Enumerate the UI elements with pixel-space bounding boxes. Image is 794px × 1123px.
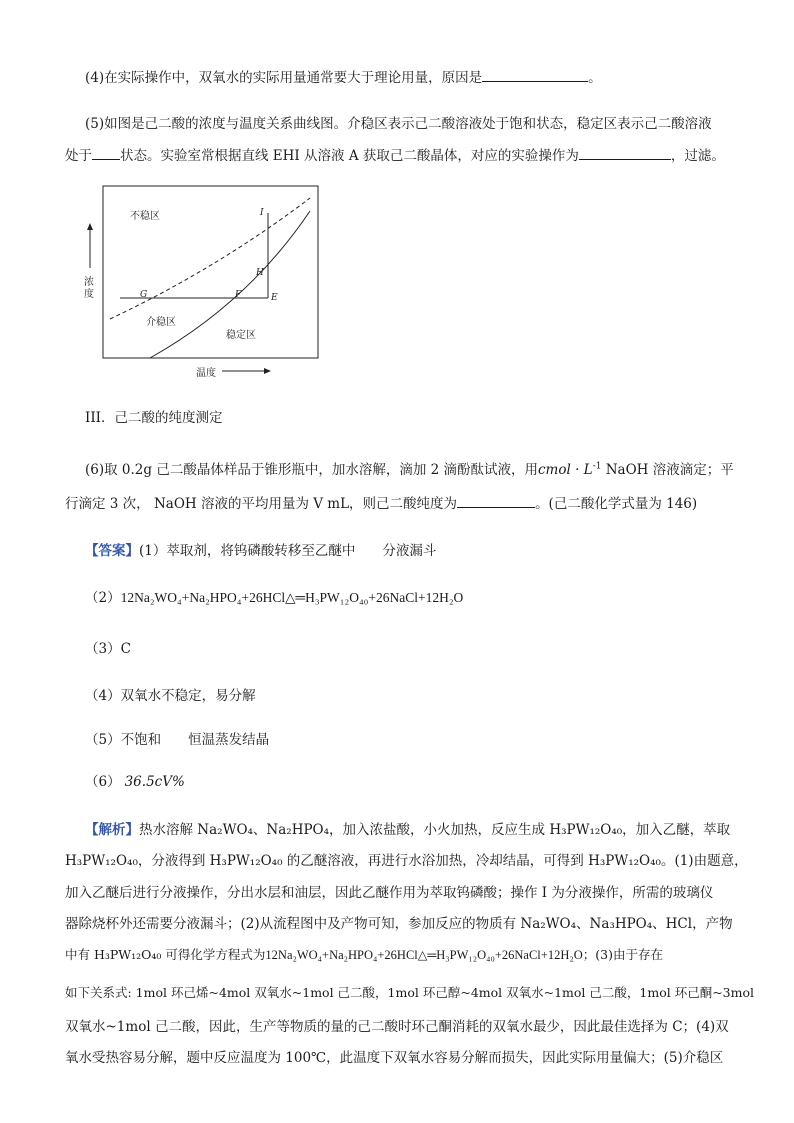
analysis-line-2: H₃PW₁₂O₄₀，分液得到 H₃PW₁₂O₄₀ 的乙醚溶液，再进行水浴加热，冷却结晶，可得到 H₃PW₁₂O₄₀。(1)由题意， (65, 853, 748, 869)
concentration-unit: cmol · L (538, 462, 593, 478)
question-6-line-2 (65, 492, 697, 512)
answer-3: （3）C (85, 641, 131, 657)
analysis-line-4: 器除烧杯外还需要分液漏斗；(2)从流程图中及产物可知，参加反应的物质有 Na₂WO₄、Na₃HPO₄、HCl，产物 (65, 916, 733, 932)
question-6-text-b: NaOH 溶液滴定；平 (601, 462, 734, 478)
region-stable-label: 稳定区 (226, 330, 256, 341)
question-5-line-2 (65, 144, 725, 164)
question-4 (85, 66, 602, 86)
question-6-line-1 (85, 458, 734, 478)
answer-1-text: (1）萃取剂，将钨磷酸转移至乙醚中 分液漏斗 (139, 543, 437, 559)
point-e-label: E (271, 293, 278, 303)
question-4-end: 。 (588, 70, 602, 86)
question-5-text-b: 状态。实验室常根据直线 EHI 从溶液 A 获取己二酸晶体，对应的实验操作为 (120, 148, 579, 164)
x-axis-arrow (222, 367, 272, 375)
analysis-tag: 【解析】 (85, 822, 139, 838)
analysis-line-6: 如下关系式: 1mol 环己烯~4mol 双氧水~1mol 己二酸，1mol 环己醇~4mol 双氧水~1mol 己二酸，1mol 环己酮~3mol (65, 985, 755, 1000)
unit-exponent: -1 (592, 461, 602, 472)
analysis-line-3: 加入乙醚后进行分液操作，分出水层和油层，因此乙醚作用为萃取钨磷酸；操作 I 为分液操作，所需的玻璃仪 (65, 885, 714, 901)
solubility-diagram (78, 183, 338, 383)
question-4-text: (4)在实际操作中，双氧水的实际用量通常要大于理论用量，原因是 (85, 70, 483, 86)
point-i-label: I (260, 208, 264, 218)
answer-6-label: （6） (85, 774, 121, 790)
analysis-line-7: 双氧水~1mol 己二酸，因此，生产等物质的量的己二酸时环己酮消耗的双氧水最少，因此最佳选择为 C；(4)双 (65, 1019, 729, 1035)
answer-6-value: 36.5cV% (124, 774, 185, 790)
ylabel-char-1: 浓 (84, 277, 94, 288)
analysis-text-5b: ；(3)由于存在 (582, 947, 663, 962)
question-5-text-c: ，过滤。 (670, 148, 725, 164)
question-5-line-1: (5)如图是己二酸的浓度与温度关系曲线图。介稳区表示己二酸溶液处于饱和状态，稳定区表示己二酸溶液 (85, 116, 712, 132)
answer-blank-5a (92, 146, 120, 160)
question-6-text-c: 行滴定 3 次， NaOH 溶液的平均用量为 V mL，则己二酸纯度为 (65, 496, 458, 512)
analysis-text-1: 热水溶解 Na₂WO₄、Na₂HPO₄，加入浓盐酸，小火加热，反应生成 H₃PW₁₂O₄₀，加入乙醚，萃取 (139, 822, 731, 838)
region-unstable-label: 不稳区 (130, 211, 160, 222)
point-g-label: G (140, 290, 148, 300)
ylabel-char-2: 度 (84, 289, 94, 300)
answer-blank-4 (482, 68, 588, 82)
analysis-equation: 12Na₂WO₄+Na₂HPO₄+26HCl△═H₃PW₁₂O₄₀+26NaCl+12H₂O (265, 948, 583, 962)
answer-1 (85, 539, 436, 559)
answer-2-label: （2） (85, 590, 121, 606)
section-3-heading: III．己二酸的纯度测定 (85, 410, 223, 426)
point-h-label: H (256, 268, 264, 278)
question-6-text-a: (6)取 0.2g 己二酸晶体样品于锥形瓶中，加水溶解，滴加 2 滴酚酞试液，用 (85, 462, 538, 478)
analysis-line-5 (65, 945, 663, 963)
question-5-text-a: 处于 (65, 148, 92, 164)
analysis-line-1 (85, 818, 730, 838)
analysis-line-8: 氧水受热容易分解，题中反应温度为 100℃，此温度下双氧水容易分解而损失，因此实际用量偏大；(5)介稳区 (65, 1050, 724, 1066)
question-6-text-d: 。(己二酸化学式量为 146) (535, 496, 698, 512)
answer-4: （4）双氧水不稳定，易分解 (85, 688, 256, 704)
point-f-label: F (235, 290, 242, 300)
answer-blank-6 (457, 494, 535, 508)
answer-2-equation: 12Na₂WO₄+Na₂HPO₄+26HCl△═H₃PW₁₂O₄₀+26NaCl+12H₂O (120, 590, 464, 605)
answer-6 (85, 770, 185, 790)
analysis-text-5a: 中有 H₃PW₁₂O₄₀ 可得化学方程式为 (65, 947, 266, 962)
y-axis-arrowhead (87, 223, 93, 230)
region-metastable-label: 介稳区 (146, 317, 176, 328)
answer-blank-5b (579, 146, 671, 160)
answer-tag: 【答案】 (85, 543, 139, 559)
answer-5: （5）不饱和 恒温蒸发结晶 (85, 732, 270, 748)
xlabel: 温度 (196, 368, 216, 379)
answer-2 (85, 586, 463, 606)
